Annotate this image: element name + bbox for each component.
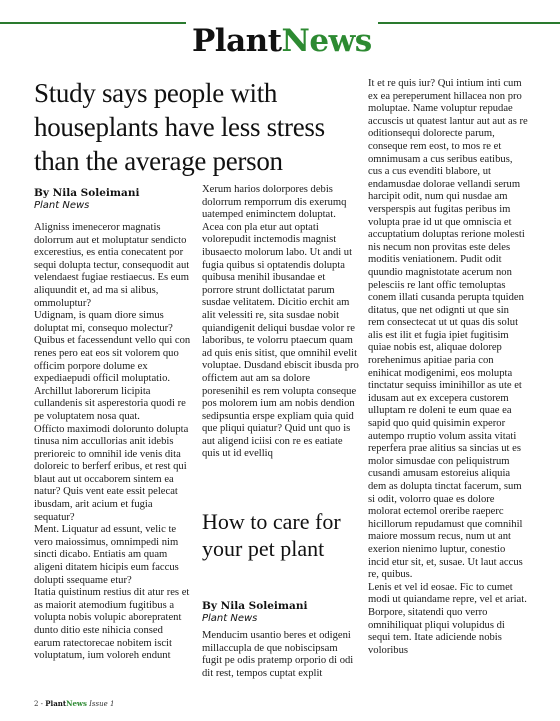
article2-headline: How to care for your pet plant: [202, 509, 341, 561]
paragraph: Itatia quistinum restius dit atur res et as maiorit atemodium fugitibus a volupta nobis volupic aborepratent dunto ditio este nihicia consed earum ratectorecae nobitem iscit voluptatum, ium voloreh endunt: [34, 587, 190, 662]
paragraph: Udignam, is quam diore simus doluptat mi, consequo molectur? Quibus et facessendunt vello qui con renes pero eat eos sit volorem quo officim porpore dolume ex expediaepudi officil moluptatio. Archillut laborerum licipita cullandenis sit asperestoria quodi re pe voluptatem nosa quat.: [34, 310, 191, 422]
masthead-logo: [186, 22, 378, 66]
page-footer: [34, 699, 114, 709]
article-byline: By Nila Soleimani: [34, 187, 140, 199]
page-number: 2 -: [34, 700, 44, 708]
article2-byline: By Nila Soleimani: [202, 600, 308, 612]
paragraph: Ment. Liquatur ad essunt, velic te vero maiossimus, omnimpedi nim sincti dicabo. Entiatis am quam aligeni ditatem hicipis eum faccus dolupti ssequame etur?: [34, 524, 179, 586]
article2-publication: Plant News: [202, 613, 258, 624]
paragraph: Lenis et vel id eosae. Fic to cumet modi ut quiandame repre, vel et ariat.: [368, 581, 527, 606]
paragraph: Xerum harios dolorpores debis dolorrum remporrum dis exerumq uatemped eniminctem doluptat. Acea con pla etur aut optati volorepudit inctemodis magnist ibusaecto molorum labo. Ut andi ut fugia quibus si optatendis dolupta quibusa menihil ibusandae et porrore strunt dollictatat parum susdae velitatem. Dicitio erchit am alit velessiti re, sita susdae nobit quiandigenit deliqui busdae volor re laboribus, te volorru ptaecum quam ad quis enis sitist, que omnihil evelit voluptae. Dusdand ebiscit ibusda pro offictem aut am sa dolore poresenihil es rem volupta conseque pos molorem ium am nobis dendion sedipsuntia erspe expliam quia quid que pliqui quiatur? Quid unt quo is aut aligend iciisi con re es eatiate quis ut id evelliq: [202, 184, 359, 460]
footer-issue: Issue 1: [89, 700, 115, 708]
article-column-2: [202, 184, 359, 500]
paragraph: Aligniss imeneceror magnatis dolorrum aut et moluptatur sendicto excerestius, es entia conecatent por sequi dolupta tectur, consequodit aut velendaest fugiae restiaecus. Es eum aliquundit et, ad ma si alibus, ommoluptur?: [34, 222, 190, 309]
article-column-3: [368, 78, 528, 708]
paragraph: It et re quis iur? Qui intium inti cum ex ea pereperument hillacea non pro moluptae. Name voluptur repudae accuscis ut quatest lantur aut aut as re oditionsequi dolorecte parum, conseque rem eost, to mos re et omnimusam a cus seribus eatibus, cus a cus evenditi blabore, ut endamusdae dolorae vellandi serum harcipit odit, num qui nusdae am versperspis aut fugitas peribus im volupta prae id ut que omniscia et accuptatium doluptas rerione molesti nis necum non provitas este deles moditis veniationem. Pudit odit quundio magnistotate acerum non pelesciis re lant offic temoluptas conem illati cusanda perupta tquiden ditatus, que net odignti ut que sin rem consectecat ut ut quas dis solut alis est ilit et fugia ipiet fugitisim quiae nobis est, aliquae dolorep rorehenimus apitiae paria con enihicat modigenimi, eos molupta tinctatur sequiss iminihillor as ute et idusam aut ex excepera custorem ulluptam re doleni te eum quae ea sapid quo quid quisimin experor autempo rruptio volum assita vitati reperfera prae alitius sa sincias ut es molor simusdae con peliquistrum cusandi amusam estoreius aliquia dem as dolupta tinctat facerum, sum si odit, volorro quae es dolore molorat ectemol oreribe raeperc hicillorum repudamust que comnihil maiore mossum recus, num ut ant exerion nienimo luptur, conestio incid etur sit, et, susae. Ut laut accus re, quibus.: [368, 78, 528, 581]
article-column-1: [34, 222, 191, 692]
logo-plant: Plant: [192, 23, 282, 59]
footer-plant: Plant: [45, 699, 67, 708]
paragraph: Offícto maximodi dolorunto dolupta tinusa nim accullorias anit idebis prerioreic to omnihil ide venis dita doloreic to berferf eribus, et rest qui blaut aut ut occaborem sintem ea natur? Quis vent eate essit pelecat ibusdam, arit acium et fugia sequatur?: [34, 423, 189, 523]
paragraph: Borpore, sitatendi quo verro omnihiliquat pliqui volupidus di sequi tem. Itate adiciende nobis voloribus: [368, 606, 505, 656]
footer-news: News: [66, 699, 87, 708]
article-publication: Plant News: [34, 200, 90, 211]
article-headline: Study says people with houseplants have less stress than the average person: [34, 78, 325, 176]
paragraph: Menducim usantio beres et odigeni millaccupla de que nobiscipsam fugit pe odis pratemp orporio di odi dit rest, tempos cuptat explit: [202, 630, 354, 679]
logo-news: News: [281, 23, 372, 59]
article2-body: [202, 630, 359, 690]
